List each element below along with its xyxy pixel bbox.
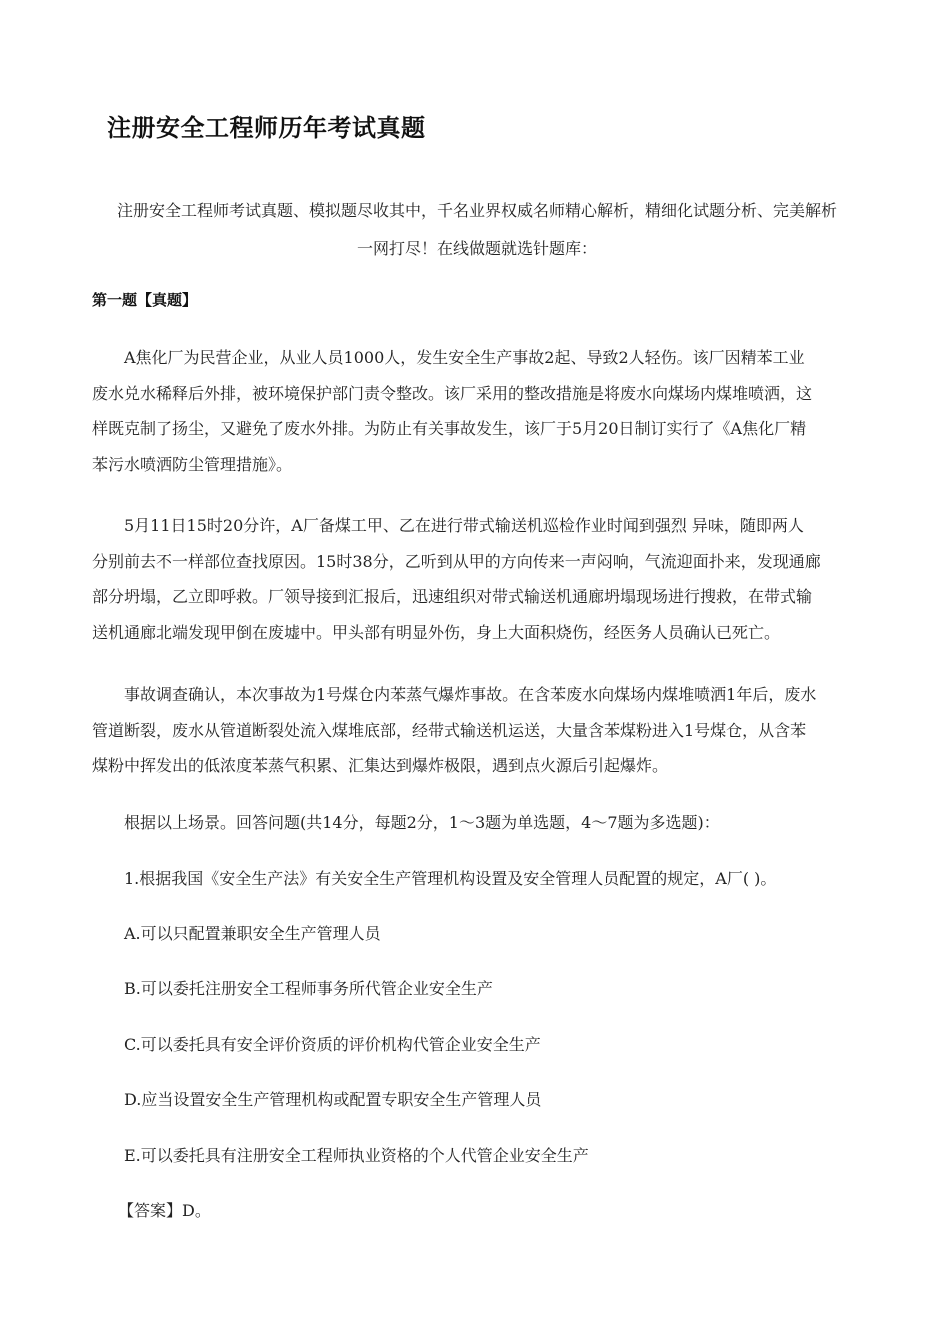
paragraph-line: 样既克制了扬尘，又避免了废水外排。为防止有关事故发生，该厂于5月20日制订实行了《A焦化厂精 (92, 419, 807, 438)
answer-text: 【答案】D。 (118, 1201, 211, 1220)
paragraph-line: 事故调查确认，本次事故为1号煤仓内苯蒸气爆炸事故。在含苯废水向煤场内煤堆喷洒1年后，废水 (124, 685, 817, 704)
question-text: 1.根据我国《安全生产法》有关安全生产管理机构设置及安全管理人员配置的规定，A厂( )。 (124, 869, 777, 888)
intro-line: 注册安全工程师考试真题、模拟题尽收其中，千名业界权威名师精心解析，精细化试题分析、完美解析 (116, 201, 837, 220)
option-b: B.可以委托注册安全工程师事务所代管企业安全生产 (124, 979, 493, 998)
paragraph-line: 管道断裂，废水从管道断裂处流入煤堆底部，经带式输送机运送，大量含苯煤粉进入1号煤仓，从含苯 (92, 720, 807, 740)
scenario-paragraph-1 (92, 340, 862, 482)
paragraph-line: 苯污水喷洒防尘管理措施》。 (92, 454, 293, 474)
intro-line: 一网打尽！在线做题就选针题库： (356, 239, 597, 258)
paragraph-line: 部分坍塌，乙立即呼救。厂领导接到汇报后，迅速组织对带式输送机通廊坍塌现场进行搜救，在带式输 (92, 587, 813, 606)
intro-text (92, 192, 862, 268)
paragraph-line: 废水兑水稀释后外排，被环境保护部门责令整改。该厂采用的整改措施是将废水向煤场内煤堆喷洒，这 (92, 383, 813, 403)
paragraph-line: 煤粉中挥发出的低浓度苯蒸气积累、汇集达到爆炸极限，遇到点火源后引起爆炸。 (92, 756, 669, 775)
option-d: D.应当设置安全生产管理机构或配置专职安全生产管理人员 (124, 1090, 542, 1109)
paragraph-line: 分别前去不一样部位查找原因。15时38分，乙听到从甲的方向传来一声闷响，气流迎面扑来，发现通廊 (92, 551, 821, 571)
option-a: A.可以只配置兼职安全生产管理人员 (124, 924, 381, 943)
option-e: E.可以委托具有注册安全工程师执业资格的个人代管企业安全生产 (124, 1146, 589, 1165)
document-title: 注册安全工程师历年考试真题 (107, 113, 426, 142)
paragraph-line: 送机通廊北端发现甲倒在废墟中。甲头部有明显外伤，身上大面积烧伤，经医务人员确认已死亡。 (92, 622, 781, 642)
scenario-paragraph-2 (92, 508, 862, 650)
option-c: C.可以委托具有安全评价资质的评价机构代管企业安全生产 (124, 1035, 541, 1054)
scenario-paragraph-3 (92, 677, 862, 784)
paragraph-line: A焦化厂为民营企业，从业人员1000人，发生安全生产事故2起、导致2人轻伤。该厂因精苯工业 (124, 348, 805, 367)
section-heading: 第一题【真题】 (92, 291, 198, 309)
paragraph-line: 5月11日15时20分许，A厂备煤工甲、乙在进行带式输送机巡检作业时闻到强烈 异味，随即两人 (124, 516, 804, 535)
instruction-text: 根据以上场景。回答问题(共14分，每题2分，1～3题为单选题，4～7题为多选题)： (124, 813, 720, 832)
